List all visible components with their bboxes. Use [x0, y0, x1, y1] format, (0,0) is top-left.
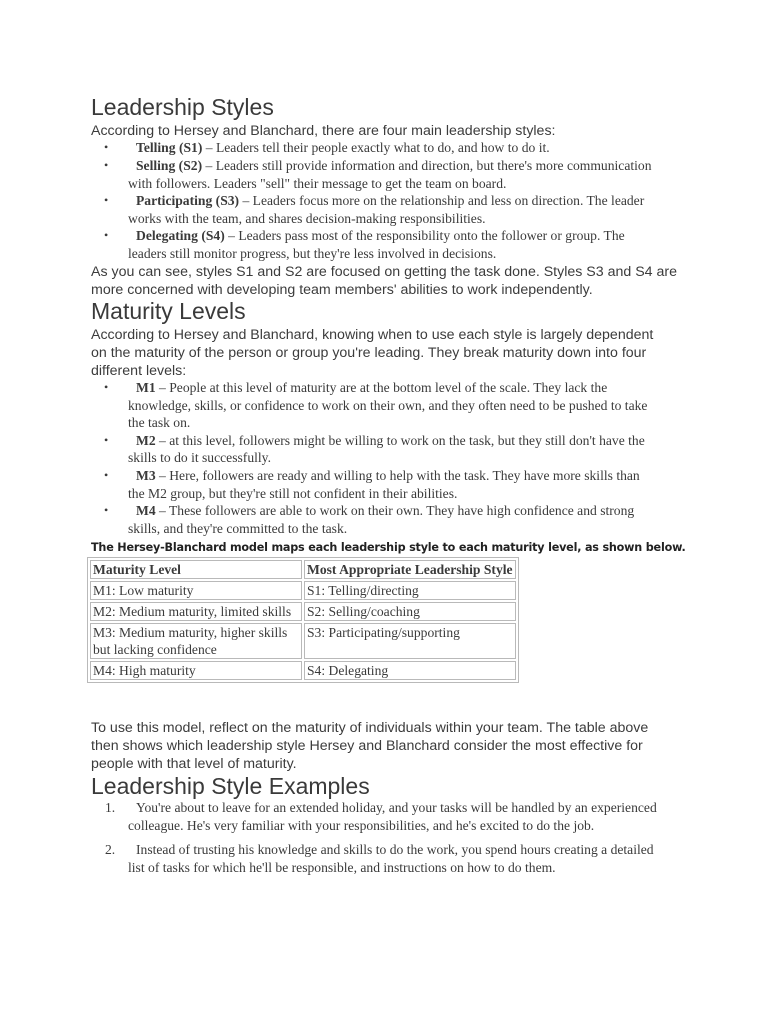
list-item-text: You're about to leave for an extended holiday, and your tasks will be handled by an experienced colleague. He's very familiar with your responsibilities, and he's excited to do the job.	[128, 800, 657, 833]
bullet-icon: •	[104, 503, 109, 518]
table-row	[90, 581, 516, 600]
table-header-cell: Most Appropriate Leadership Style	[304, 560, 516, 579]
leadership-styles-outro: As you can see, styles S1 and S2 are focused on getting the task done. Styles S3 and S4 are more concerned with developing team members' abilities to work independently.	[91, 264, 677, 298]
bullet-icon: •	[104, 158, 109, 173]
list-item	[0, 432, 658, 467]
heading-maturity-levels: Maturity Levels	[91, 298, 246, 324]
list-item-text: – Leaders still provide information and direction, but there's more communication with followers. Leaders "sell" their message to get the team on board.	[128, 158, 652, 191]
list-item-text: – These followers are able to work on their own. They have high confidence and strong skills, and they're committed to the task.	[128, 503, 635, 536]
leadership-styles-list	[0, 139, 768, 263]
list-item-term: M3	[136, 467, 156, 483]
table-row	[90, 661, 516, 680]
bullet-icon: •	[104, 432, 109, 447]
list-item	[0, 192, 658, 227]
table-cell: M4: High maturity	[90, 661, 302, 680]
list-item	[0, 379, 658, 432]
list-item-text: – Here, followers are ready and willing to help with the task. They have more skills than the M2 group, but they're still not confident in their abilities.	[128, 467, 640, 501]
table-cell: S1: Telling/directing	[304, 581, 516, 600]
list-item-term: Participating (S3)	[136, 193, 240, 209]
table-caption: The Hersey-Blanchard model maps each leadership style to each maturity level, as shown below.	[91, 541, 686, 554]
list-item-text: – Leaders pass most of the responsibility onto the follower or group. The leaders still monitor progress, but they're less involved in decisions.	[128, 228, 625, 262]
table-cell: M3: Medium maturity, higher skills but lacking confidence	[90, 623, 302, 659]
list-item-term: M1	[136, 380, 156, 395]
bullet-icon: •	[104, 467, 109, 482]
list-item-term: Selling (S2)	[136, 158, 203, 174]
list-item-text: – at this level, followers might be willing to work on the task, but they still don't have the skills to do it successfully.	[128, 432, 645, 466]
table-row	[90, 623, 516, 659]
list-item-term: M4	[136, 503, 156, 519]
list-item	[0, 467, 658, 502]
maturity-levels-intro: According to Hersey and Blanchard, knowing when to use each style is largely dependent on the maturity of the person or group you're leading. They break maturity down into four different levels:	[91, 327, 654, 379]
bullet-icon: •	[104, 228, 109, 243]
list-item-term: M2	[136, 432, 156, 448]
table-cell: S3: Participating/supporting	[304, 623, 516, 659]
table-row	[90, 602, 516, 621]
examples-list	[0, 799, 768, 876]
list-item-term: Delegating (S4)	[136, 228, 225, 244]
table-cell: M1: Low maturity	[90, 581, 302, 600]
list-item-number: 1.	[105, 800, 116, 815]
maturity-levels-outro: To use this model, reflect on the maturity of individuals within your team. The table above then shows which leadership style Hersey and Blanchard consider the most effective for people with that level of maturity.	[91, 720, 649, 772]
list-item-text: – Leaders focus more on the relationship and less on direction. The leader works with the team, and shares decision-making responsibilities.	[128, 193, 645, 226]
heading-leadership-style-examples: Leadership Style Examples	[91, 773, 370, 799]
list-item-text: – People at this level of maturity are at the bottom level of the scale. They lack the knowledge, skills, or confidence to work on their own, and they often need to be pushed to take the task on.	[128, 380, 648, 431]
list-item-text: – Leaders tell their people exactly what to do, and how to do it.	[202, 140, 550, 155]
table-cell: S2: Selling/coaching	[304, 602, 516, 621]
bullet-icon: •	[104, 140, 109, 154]
maturity-style-table	[87, 557, 519, 683]
list-item	[0, 157, 658, 192]
bullet-icon: •	[104, 380, 109, 394]
table-cell: S4: Delegating	[304, 661, 516, 680]
table-cell: M2: Medium maturity, limited skills	[90, 602, 302, 621]
list-item-number: 2.	[105, 842, 116, 858]
list-item-term: Telling (S1)	[136, 140, 203, 155]
list-item	[0, 799, 658, 834]
list-item	[0, 841, 658, 876]
heading-leadership-styles: Leadership Styles	[91, 94, 274, 120]
table-header-cell: Maturity Level	[90, 560, 302, 579]
list-item	[0, 502, 658, 537]
bullet-icon: •	[104, 193, 109, 208]
list-item	[0, 227, 658, 262]
leadership-styles-intro: According to Hersey and Blanchard, there are four main leadership styles:	[91, 123, 556, 139]
list-item-text: Instead of trusting his knowledge and skills to do the work, you spend hours creating a detailed list of tasks for which he'll be responsible, and instructions on how to do them.	[128, 842, 654, 875]
list-item	[0, 139, 658, 157]
maturity-levels-list	[0, 379, 768, 537]
table-header-row	[90, 560, 516, 579]
